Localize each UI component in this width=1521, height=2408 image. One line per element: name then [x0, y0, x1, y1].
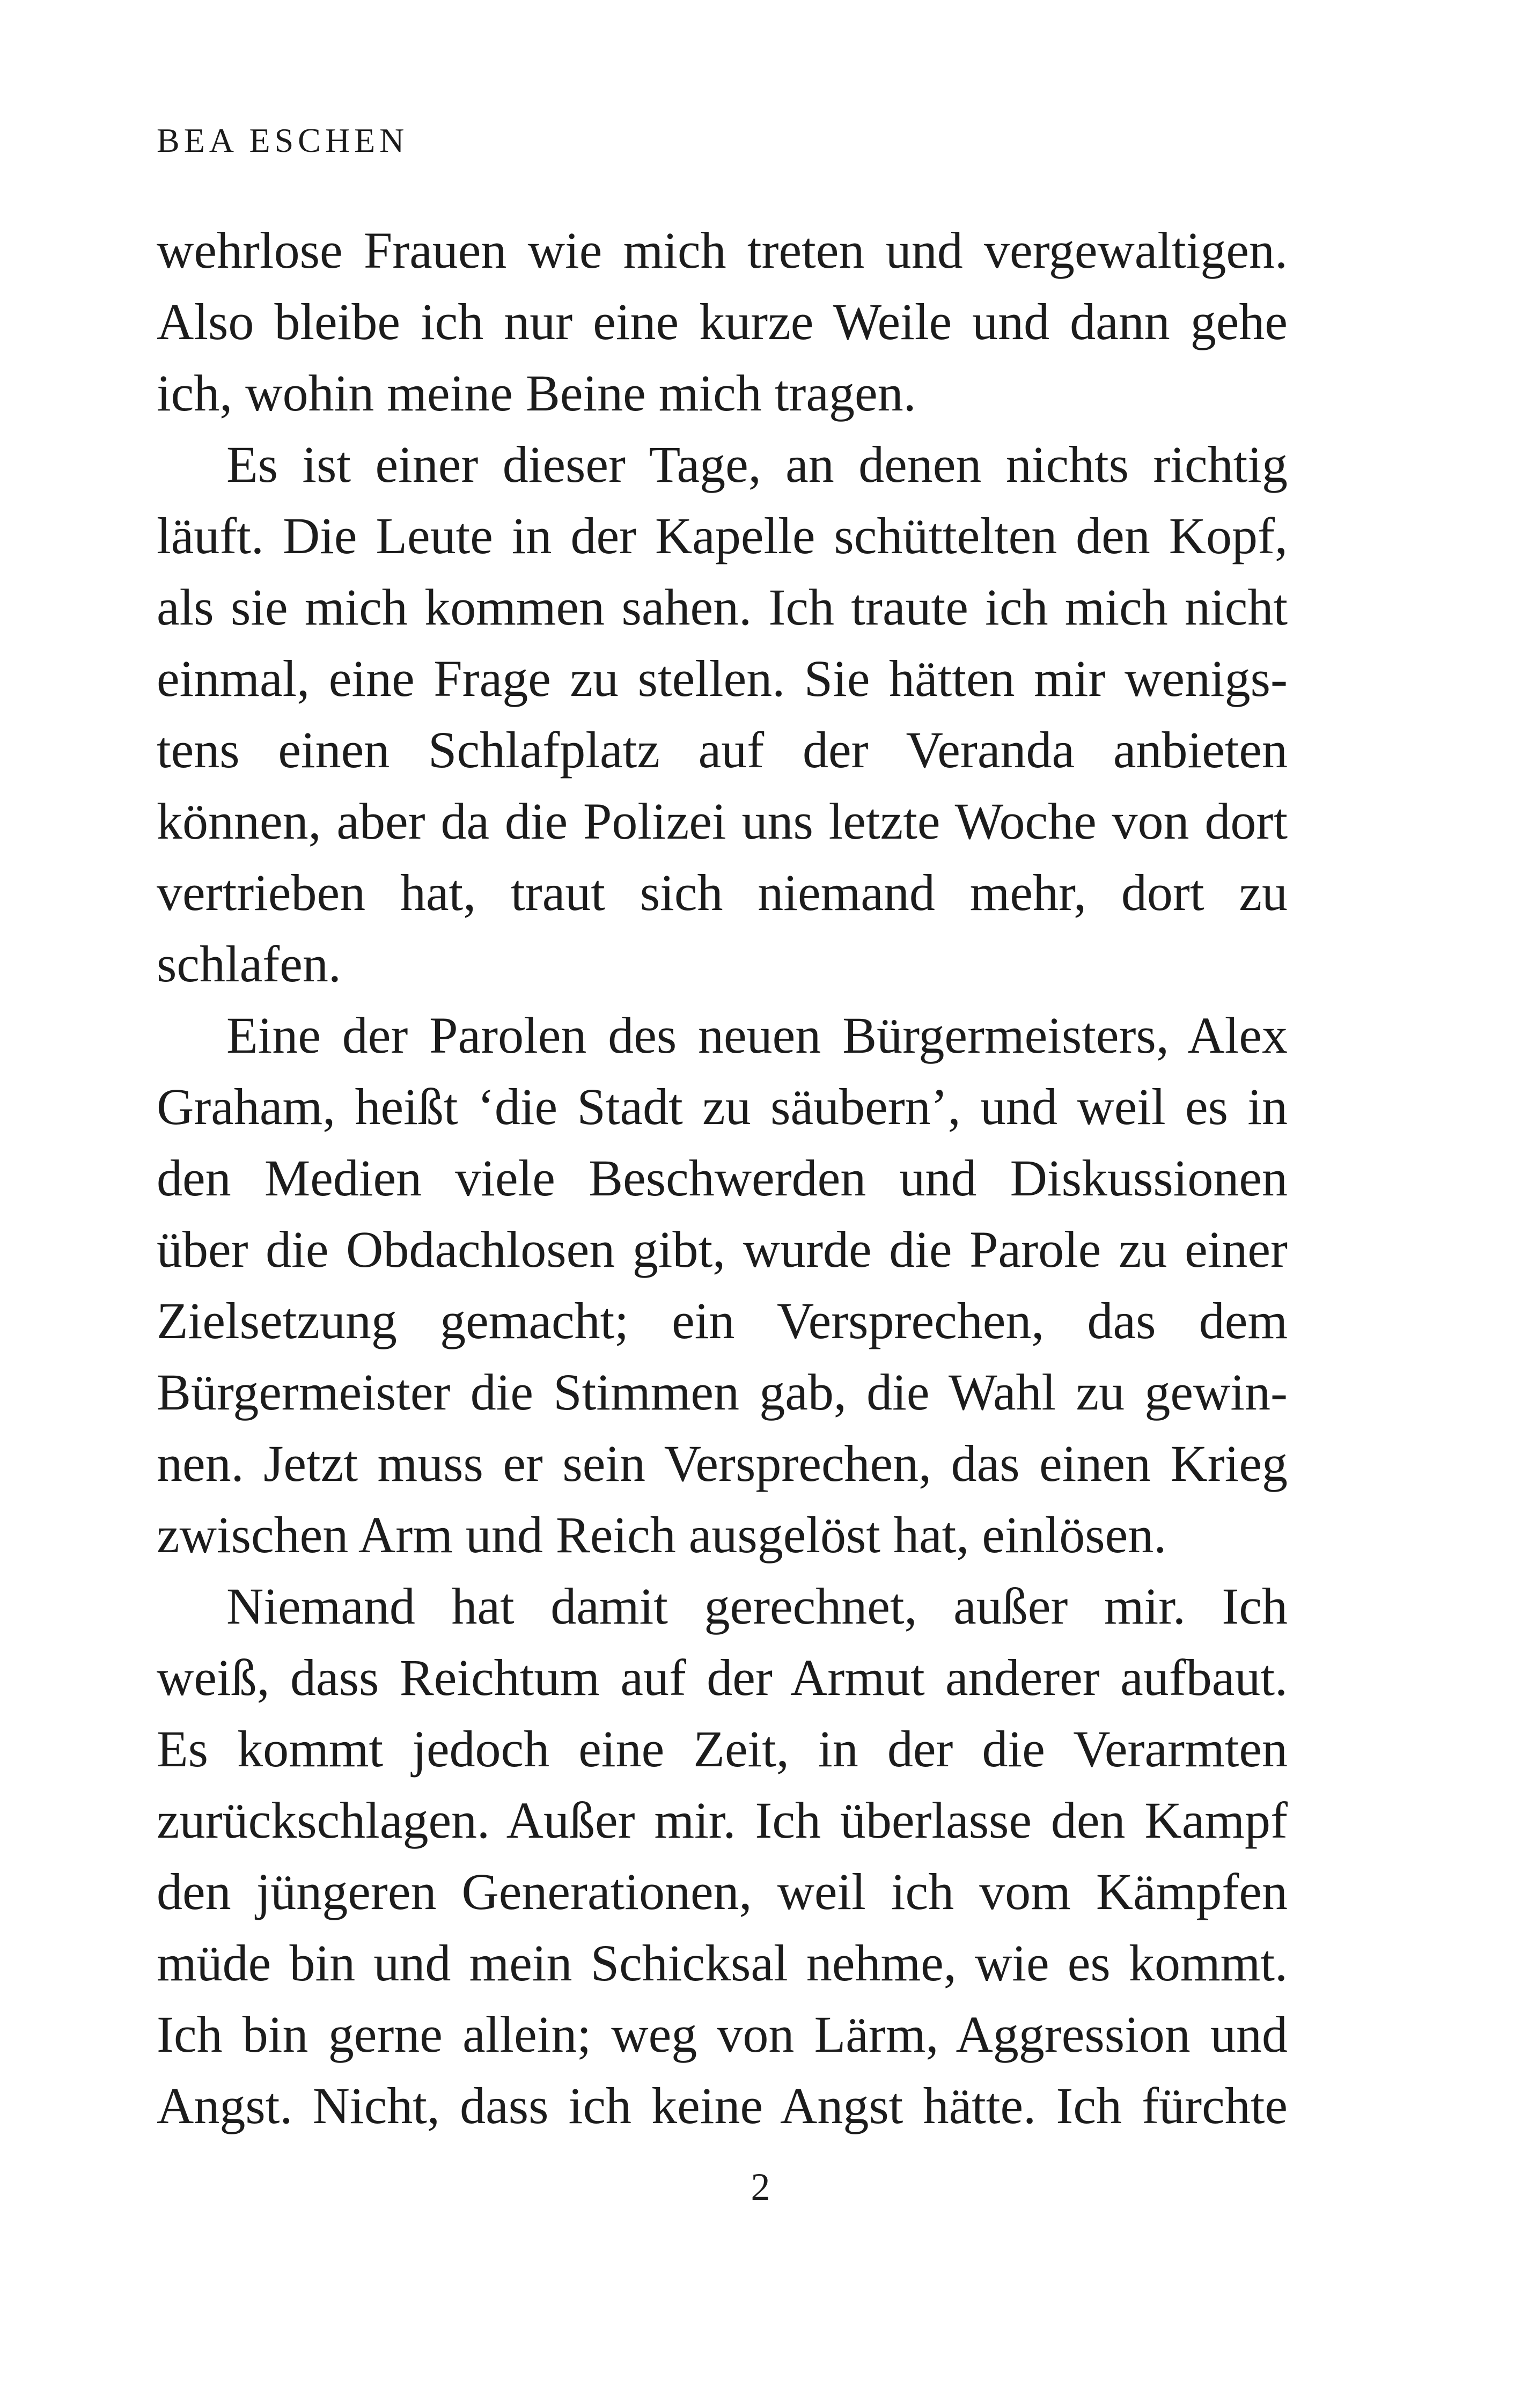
- text-line: weiß, dass Reichtum auf der Armut anderer aufbaut.: [157, 1649, 1288, 1706]
- text-line: ich, wohin meine Beine mich tragen.: [157, 364, 916, 422]
- text-line: läuft. Die Leute in der Kapelle schüttelten den Kopf,: [157, 507, 1288, 564]
- text-line: den Medien viele Beschwerden und Diskussionen: [157, 1149, 1288, 1207]
- text-line: wehrlose Frauen wie mich treten und vergewaltigen.: [157, 222, 1288, 279]
- text-line: vertrieben hat, traut sich niemand mehr, dort zu: [157, 864, 1288, 921]
- text-line: tens einen Schlafplatz auf der Veranda anbieten: [157, 721, 1288, 779]
- text-line: zwischen Arm und Reich ausgelöst hat, einlösen.: [157, 1506, 1167, 1563]
- text-line: Bürgermeister die Stimmen gab, die Wahl zu gewin-: [157, 1363, 1288, 1421]
- text-line: Eine der Parolen des neuen Bürgermeisters, Alex: [226, 1007, 1288, 1064]
- text-line: nen. Jetzt muss er sein Versprechen, das einen Krieg: [157, 1435, 1288, 1492]
- page-number: 2: [751, 2165, 770, 2208]
- text-line: schlafen.: [157, 935, 341, 993]
- text-line: einmal, eine Frage zu stellen. Sie hätten mir wenigs-: [157, 650, 1288, 707]
- text-line: als sie mich kommen sahen. Ich traute ich mich nicht: [157, 578, 1288, 636]
- text-line: Ich bin gerne allein; weg von Lärm, Aggression und: [157, 2006, 1288, 2063]
- running-head-author: BEA ESCHEN: [157, 121, 409, 159]
- text-line: können, aber da die Polizei uns letzte Woche von dort: [157, 792, 1288, 850]
- text-line: Angst. Nicht, dass ich keine Angst hätte. Ich fürchte: [157, 2077, 1288, 2134]
- text-line: den jüngeren Generationen, weil ich vom Kämpfen: [157, 1863, 1288, 1920]
- text-line: Es kommt jedoch eine Zeit, in der die Verarmten: [157, 1720, 1288, 1778]
- text-line: über die Obdachlosen gibt, wurde die Parole zu einer: [157, 1221, 1288, 1278]
- text-line: Zielsetzung gemacht; ein Versprechen, das dem: [157, 1292, 1288, 1349]
- text-line: zurückschlagen. Außer mir. Ich überlasse den Kampf: [157, 1792, 1288, 1849]
- body-text: [157, 215, 1288, 2141]
- text-line: Niemand hat damit gerechnet, außer mir. Ich: [226, 1577, 1288, 1635]
- text-line: Es ist einer dieser Tage, an denen nichts richtig: [226, 436, 1288, 493]
- text-line: Also bleibe ich nur eine kurze Weile und dann gehe: [157, 293, 1288, 350]
- text-line: Graham, heißt ‘die Stadt zu säubern’, und weil es in: [157, 1078, 1288, 1135]
- text-line: müde bin und mein Schicksal nehme, wie es kommt.: [157, 1934, 1288, 1992]
